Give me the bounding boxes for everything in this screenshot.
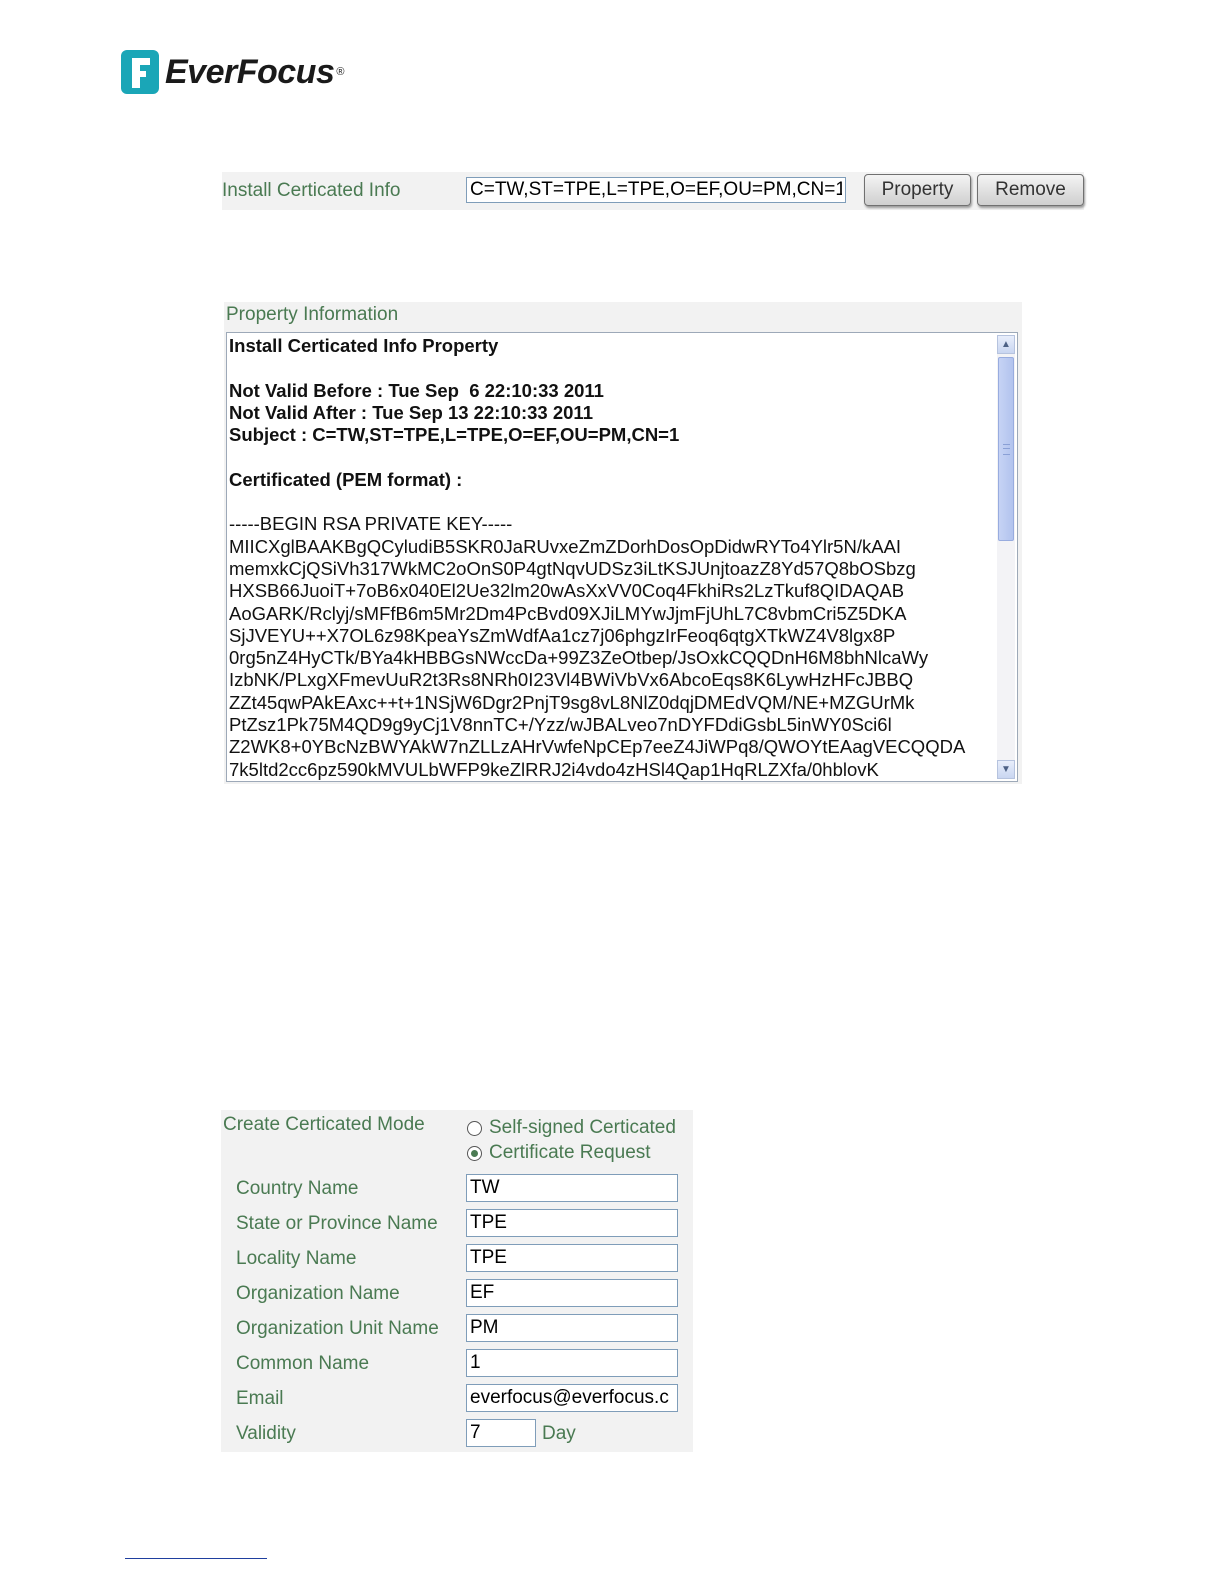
- organization-name-input[interactable]: [466, 1279, 678, 1307]
- pem-line: IzbNK/PLxgXFmevUuR2t3Rs8NRh0I23Vl4BWiVbVx6AbcoEqs8K6LywHzHFcJBBQ: [229, 669, 914, 691]
- self-signed-label: Self-signed Certicated: [489, 1117, 676, 1138]
- property-heading: Install Certicated Info Property: [229, 335, 499, 356]
- locality-name-label: Locality Name: [236, 1248, 357, 1269]
- pem-line: SjJVEYU++X7OL6z98KpeaYsZmWdfAa1cz7j06phgzIrFeoq6qtgXTkWZ4V8lgx8P: [229, 624, 896, 646]
- pem-heading: Certificated (PEM format) :: [229, 468, 463, 490]
- brand-name: EverFocus: [165, 52, 335, 91]
- installed-certificate-field[interactable]: [466, 177, 846, 203]
- country-name-input[interactable]: [466, 1174, 678, 1202]
- everfocus-logo: [121, 49, 344, 95]
- create-mode-label: Create Certicated Mode: [223, 1114, 425, 1135]
- email-label: Email: [236, 1388, 284, 1409]
- locality-name-input[interactable]: [466, 1244, 678, 1272]
- not-valid-after: Not Valid After : Tue Sep 13 22:10:33 2011: [229, 401, 593, 423]
- organization-name-label: Organization Name: [236, 1283, 400, 1304]
- pem-line: -----BEGIN RSA PRIVATE KEY-----: [229, 513, 513, 535]
- validity-unit-label: Day: [542, 1423, 576, 1444]
- property-button[interactable]: Property: [864, 174, 971, 206]
- scroll-down-icon[interactable]: ▼: [997, 760, 1015, 779]
- install-certificate-row: [222, 172, 1084, 210]
- pem-line: 0rg5nZ4HyCTk/BYa4kHBBGsNWccDa+99Z3ZeOtbep/JsOxkCQQDnH6M8bhNlcaWy: [229, 647, 929, 669]
- common-name-input[interactable]: [466, 1349, 678, 1377]
- everfocus-logo-icon: [121, 50, 159, 94]
- pem-line: 7k5ltd2cc6pz590kMVULbWFP9keZlRRJ2i4vdo4zHSl4Qap1HqRLZXfa/0hblovK: [229, 758, 879, 780]
- pem-line: memxkCjQSiVh317WkMC2oOnS0P4gtNqvUDSz3iLtKSJUnjtoazZ8Yd57Q8bOSbzg: [229, 557, 916, 579]
- scroll-thumb[interactable]: [998, 357, 1014, 541]
- install-certificate-label: Install Certicated Info: [222, 180, 401, 201]
- email-input[interactable]: [466, 1384, 678, 1412]
- state-name-label: State or Province Name: [236, 1213, 438, 1234]
- pem-line: ZZt45qwPAkEAxc++t+1NSjW6Dgr2PnjT9sg8vL8NlZ0dqjDMEdVQM/NE+MZGUrMk: [229, 691, 915, 713]
- certificate-request-radio-icon[interactable]: [467, 1146, 482, 1161]
- radio-self-signed[interactable]: [467, 1117, 676, 1139]
- registered-mark: ®: [336, 66, 345, 78]
- pem-lines: [229, 513, 989, 781]
- self-signed-radio-icon[interactable]: [467, 1121, 482, 1136]
- scroll-up-icon[interactable]: ▲: [997, 335, 1015, 354]
- vertical-scrollbar[interactable]: [997, 335, 1015, 779]
- pem-line: AoGARK/Rclyj/sMFfB6m5Mr2Dm4PcBvd09XJiLMYwJjmFjUhL7C8vbmCri5Z5DKA: [229, 602, 907, 624]
- pem-line: Z2WK8+0YBcNzBWYAkW7nZLLzAHrVwfeNpCEp7eeZ4JiWPq8/QWOYtEAagVECQQDA: [229, 736, 966, 758]
- organization-unit-label: Organization Unit Name: [236, 1318, 439, 1339]
- radio-certificate-request[interactable]: [467, 1142, 651, 1164]
- certificate-request-label: Certificate Request: [489, 1142, 651, 1163]
- property-textarea[interactable]: [226, 332, 1018, 782]
- country-name-label: Country Name: [236, 1178, 359, 1199]
- property-text: [229, 335, 989, 781]
- pem-line: PtZsz1Pk75M4QD9g9yCj1V8nnTC+/Yzz/wJBALveo7nDYFDdiGsbL5inWY0Sci6l: [229, 714, 892, 736]
- pem-line: MIICXglBAAKBgQCyludiB5SKR0JaRUvxeZmZDorhDosOpDidwRYTo4Ylr5N/kAAI: [229, 535, 902, 557]
- property-information-title: Property Information: [226, 304, 399, 325]
- not-valid-before: Not Valid Before : Tue Sep 6 22:10:33 2011: [229, 379, 604, 401]
- common-name-label: Common Name: [236, 1353, 370, 1374]
- property-information-panel: [224, 302, 1022, 784]
- subject: Subject : C=TW,ST=TPE,L=TPE,O=EF,OU=PM,CN=1: [229, 424, 680, 446]
- footer-rule: [125, 1558, 267, 1559]
- pem-line: HXSB66JuoiT+7oB6x040El2Ue32lm20wAsXxVV0Coq4FkhiRs2LzTkuf8QIDAQAB: [229, 580, 905, 602]
- organization-unit-input[interactable]: [466, 1314, 678, 1342]
- validity-input[interactable]: [466, 1419, 536, 1447]
- remove-button[interactable]: Remove: [977, 174, 1084, 206]
- state-name-input[interactable]: [466, 1209, 678, 1237]
- create-certificate-form: [221, 1110, 693, 1452]
- validity-label: Validity: [236, 1423, 296, 1444]
